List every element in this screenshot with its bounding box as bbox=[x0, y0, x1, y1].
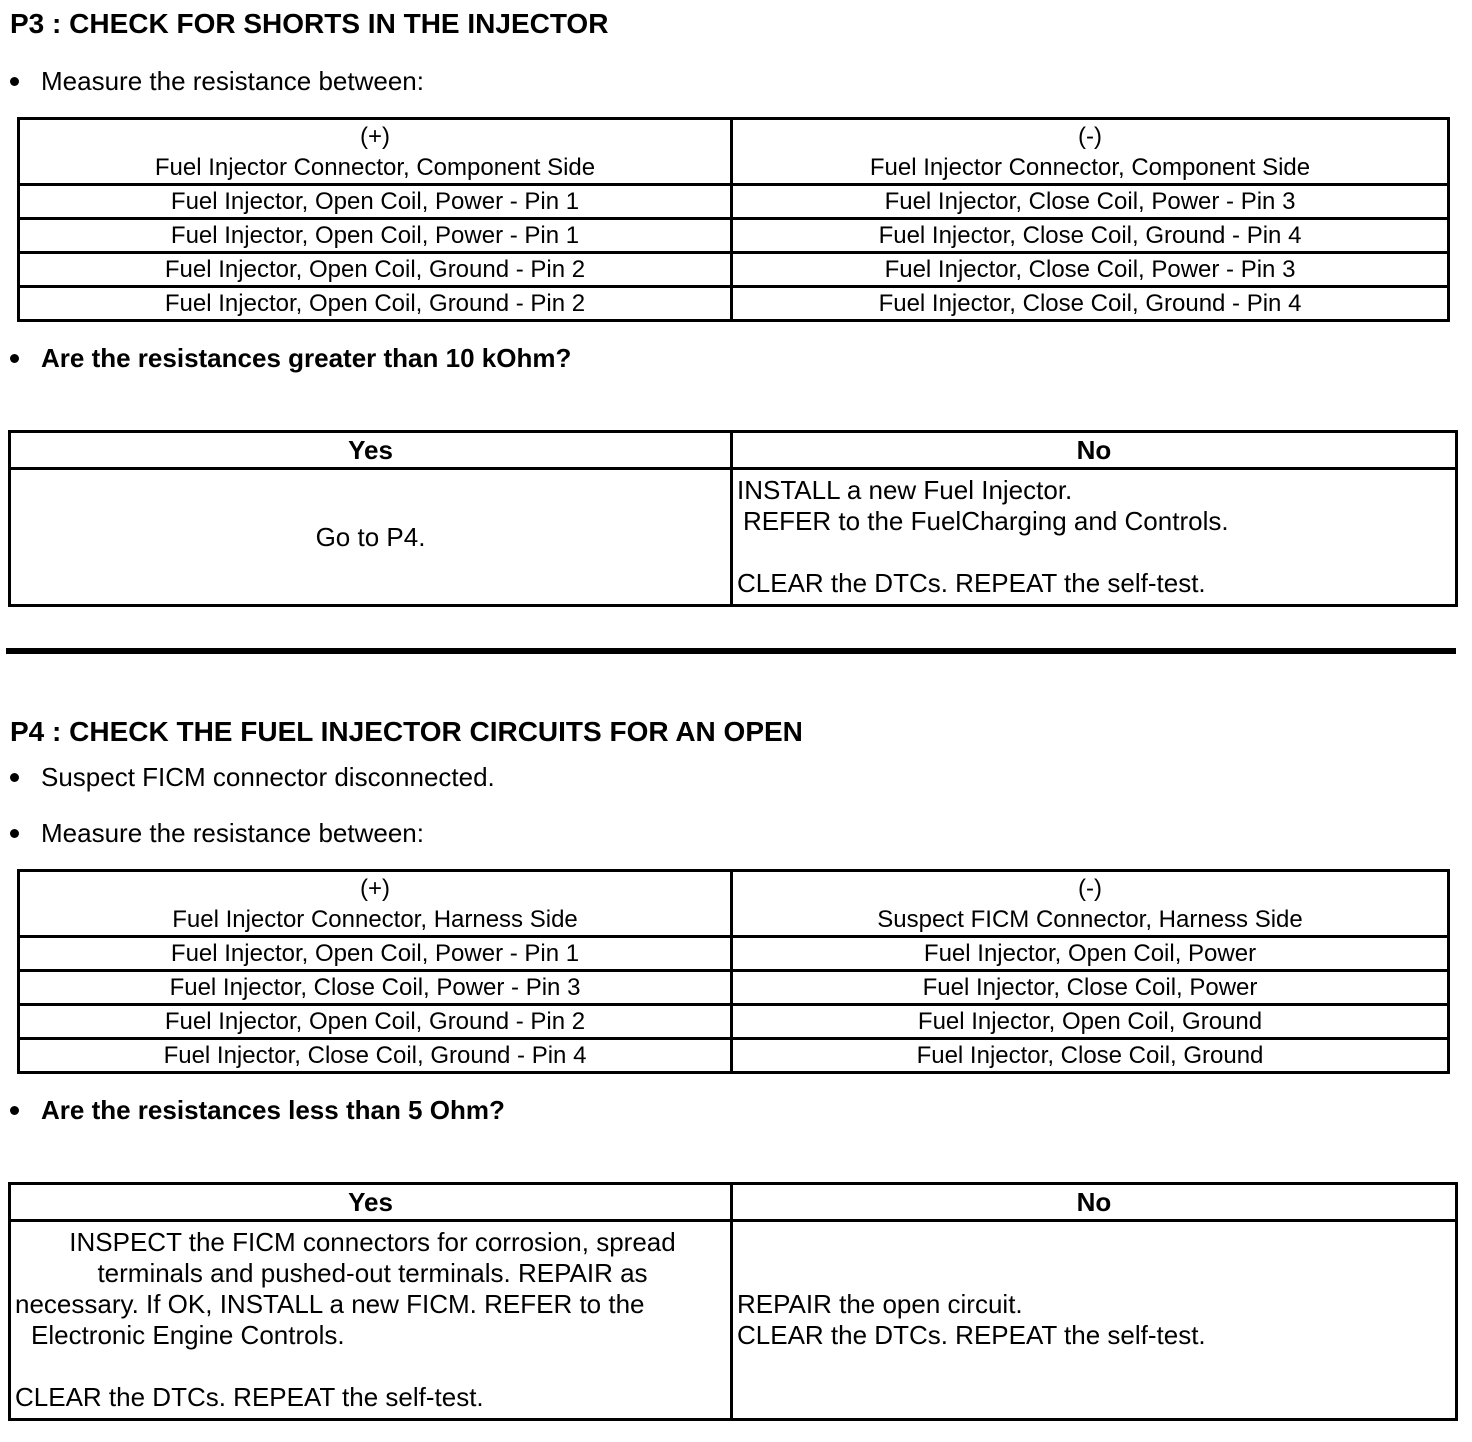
no-header: No bbox=[732, 1184, 1457, 1221]
table-cell: Fuel Injector, Open Coil, Ground - Pin 2 bbox=[19, 253, 732, 287]
table-row bbox=[19, 1005, 1449, 1039]
bullet-dot bbox=[10, 77, 19, 86]
no-line: CLEAR the DTCs. REPEAT the self-test. bbox=[737, 568, 1206, 598]
table-cell: Fuel Injector, Close Coil, Power - Pin 3 bbox=[732, 253, 1449, 287]
table-row bbox=[19, 937, 1449, 971]
yes-header: Yes bbox=[10, 1184, 732, 1221]
p3-header-right bbox=[732, 119, 1449, 185]
p4-bullet-measure-text: Measure the resistance between: bbox=[41, 818, 424, 848]
no-cell bbox=[732, 1221, 1457, 1420]
plus-sign: (+) bbox=[360, 122, 390, 150]
minus-sign: (-) bbox=[1078, 874, 1102, 902]
table-cell: Fuel Injector, Close Coil, Ground - Pin 4 bbox=[732, 219, 1449, 253]
p3-title: P3 : CHECK FOR SHORTS IN THE INJECTOR bbox=[10, 8, 609, 39]
table-cell: Fuel Injector, Open Coil, Ground - Pin 2 bbox=[19, 1005, 732, 1039]
p4-header-right bbox=[732, 871, 1449, 937]
no-cell bbox=[732, 469, 1457, 606]
table-row bbox=[10, 1221, 1457, 1420]
table-cell: Fuel Injector, Close Coil, Ground - Pin 4 bbox=[19, 1039, 732, 1073]
p3-question bbox=[10, 343, 571, 373]
p4-header-left bbox=[19, 871, 732, 937]
table-cell: Fuel Injector, Open Coil, Ground - Pin 2 bbox=[19, 287, 732, 321]
table-cell: Fuel Injector, Open Coil, Ground bbox=[732, 1005, 1449, 1039]
table-cell: Fuel Injector, Close Coil, Power bbox=[732, 971, 1449, 1005]
table-cell: Fuel Injector, Close Coil, Power - Pin 3 bbox=[19, 971, 732, 1005]
p4-bullet-measure bbox=[10, 818, 424, 848]
header-label: Fuel Injector Connector, Component Side bbox=[154, 153, 596, 181]
table-header-row bbox=[19, 871, 1449, 937]
p4-decision-table bbox=[8, 1182, 1458, 1421]
table-cell: Fuel Injector, Close Coil, Power - Pin 3 bbox=[732, 185, 1449, 219]
p3-decision-table bbox=[8, 430, 1458, 607]
p4-question-text: Are the resistances less than 5 Ohm? bbox=[41, 1095, 505, 1125]
table-row bbox=[19, 287, 1449, 321]
table-row bbox=[19, 185, 1449, 219]
minus-sign: (-) bbox=[1078, 122, 1102, 150]
p4-bullet-disconnect bbox=[10, 762, 495, 792]
table-row bbox=[19, 1039, 1449, 1073]
table-row bbox=[19, 253, 1449, 287]
p4-measure-table bbox=[17, 869, 1450, 1074]
no-header: No bbox=[732, 432, 1457, 469]
table-cell: Fuel Injector, Close Coil, Ground bbox=[732, 1039, 1449, 1073]
yes-cell bbox=[10, 1221, 732, 1420]
table-cell: Fuel Injector, Close Coil, Ground - Pin 4 bbox=[732, 287, 1449, 321]
table-header-row bbox=[19, 119, 1449, 185]
table-cell: Fuel Injector, Open Coil, Power - Pin 1 bbox=[19, 937, 732, 971]
p4-question bbox=[10, 1095, 505, 1125]
header-label: Fuel Injector Connector, Component Side bbox=[869, 153, 1311, 181]
bullet-dot bbox=[10, 1106, 19, 1115]
p4-title: P4 : CHECK THE FUEL INJECTOR CIRCUITS FOR AN OPEN bbox=[10, 716, 803, 747]
p3-measure-table bbox=[17, 117, 1450, 322]
p3-bullet-measure bbox=[10, 66, 424, 96]
section-divider bbox=[6, 648, 1456, 654]
no-line: INSTALL a new Fuel Injector. bbox=[737, 475, 1073, 505]
p3-bullet-measure-text: Measure the resistance between: bbox=[41, 66, 424, 96]
yes-line: necessary. If OK, INSTALL a new FICM. REFER to the bbox=[15, 1289, 645, 1319]
header-label: Fuel Injector Connector, Harness Side bbox=[172, 905, 578, 933]
table-cell: Fuel Injector, Open Coil, Power - Pin 1 bbox=[19, 185, 732, 219]
no-line: CLEAR the DTCs. REPEAT the self-test. bbox=[737, 1320, 1206, 1350]
header-label: Suspect FICM Connector, Harness Side bbox=[877, 905, 1303, 933]
table-row bbox=[19, 219, 1449, 253]
yes-line: INSPECT the FICM connectors for corrosion, spread bbox=[69, 1227, 676, 1257]
table-header-row bbox=[10, 432, 1457, 469]
no-line: REFER to the FuelCharging and Controls. bbox=[743, 506, 1229, 536]
yes-header: Yes bbox=[10, 432, 732, 469]
bullet-dot bbox=[10, 354, 19, 363]
yes-line: CLEAR the DTCs. REPEAT the self-test. bbox=[15, 1382, 484, 1412]
table-header-row bbox=[10, 1184, 1457, 1221]
p3-header-left bbox=[19, 119, 732, 185]
yes-line: Electronic Engine Controls. bbox=[31, 1320, 345, 1350]
table-cell: Fuel Injector, Open Coil, Power bbox=[732, 937, 1449, 971]
table-cell: Fuel Injector, Open Coil, Power - Pin 1 bbox=[19, 219, 732, 253]
yes-cell: Go to P4. bbox=[10, 469, 732, 606]
p4-bullet-disconnect-text: Suspect FICM connector disconnected. bbox=[41, 762, 495, 792]
bullet-dot bbox=[10, 773, 19, 782]
plus-sign: (+) bbox=[360, 874, 390, 902]
p3-question-text: Are the resistances greater than 10 kOhm? bbox=[41, 343, 572, 373]
yes-line: terminals and pushed-out terminals. REPAIR as bbox=[97, 1258, 648, 1288]
table-row bbox=[10, 469, 1457, 606]
table-row bbox=[19, 971, 1449, 1005]
no-line: REPAIR the open circuit. bbox=[737, 1289, 1023, 1319]
bullet-dot bbox=[10, 829, 19, 838]
